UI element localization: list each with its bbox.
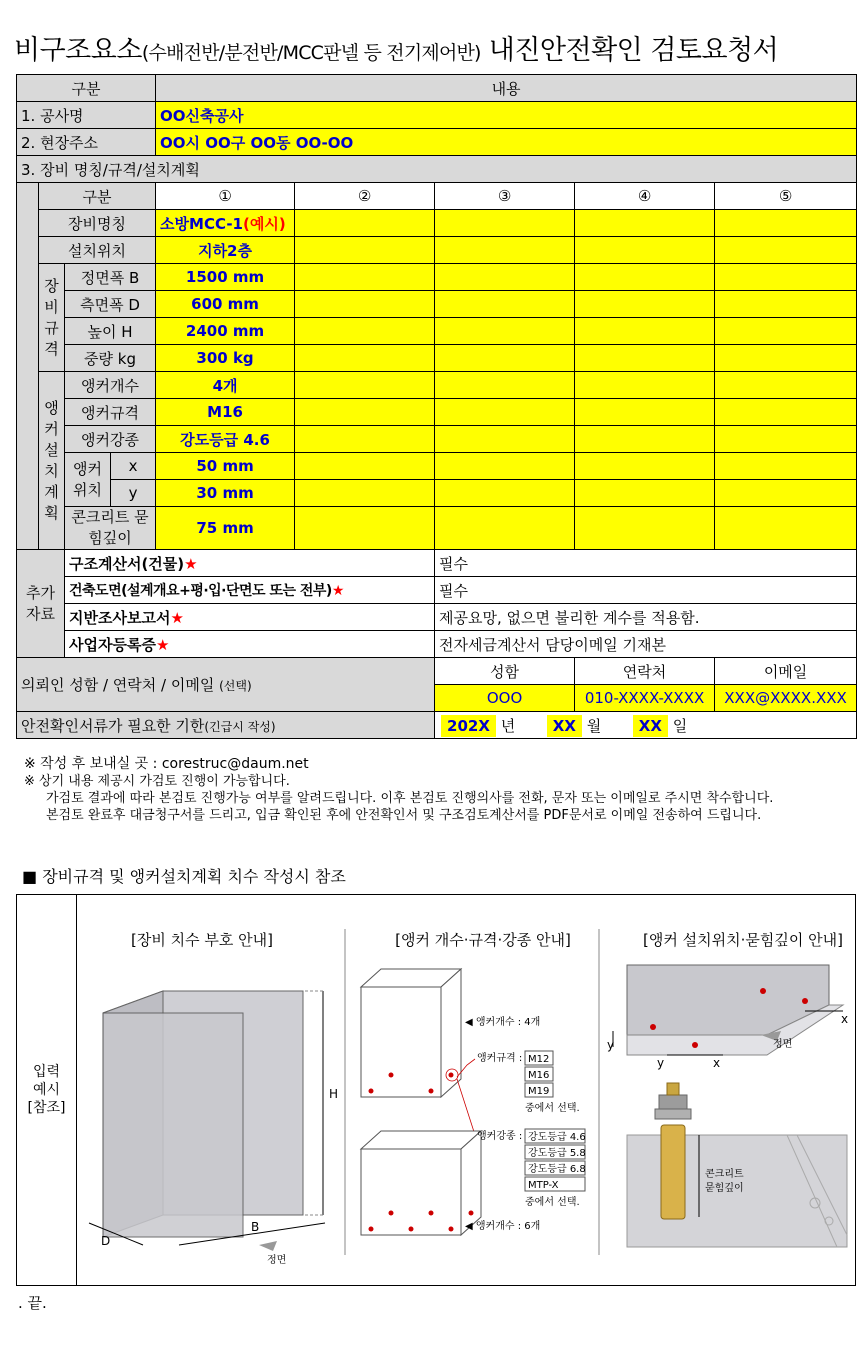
anchor-grade-field-2[interactable] <box>295 426 435 453</box>
anchor-bolt-illustration <box>627 1083 847 1247</box>
equip-location-label: 설치위치 <box>39 237 156 264</box>
anchor-spec-field-4[interactable] <box>575 399 715 426</box>
pos-y-label-1: y <box>607 1038 615 1052</box>
anchor-spec-m16: M16 <box>528 1070 550 1081</box>
anchor-grade-field-5[interactable] <box>715 426 857 453</box>
equip-location-field[interactable]: 지하2층 <box>156 237 295 264</box>
depth-label: 측면폭 D <box>65 291 156 318</box>
anchor-spec-legend: 앵커규격 : <box>477 1053 523 1064</box>
header-category: 구분 <box>17 75 156 102</box>
equip-location-field-4[interactable] <box>575 237 715 264</box>
front-arrow-icon <box>259 1241 277 1251</box>
anchor-grade-field-4[interactable] <box>575 426 715 453</box>
request-form <box>16 74 857 739</box>
width-field-4[interactable] <box>575 264 715 291</box>
equip-name-label: 장비명칭 <box>39 210 156 237</box>
equip-name-field-2[interactable] <box>295 210 435 237</box>
anchor-grade-68: 강도등급 6.8 <box>528 1164 586 1175</box>
equip-name-field-5[interactable] <box>715 210 857 237</box>
dim-b-label: B <box>251 1220 260 1234</box>
anchor-spec-label: 앵커규격 <box>65 399 156 426</box>
anchor-spec-field-5[interactable] <box>715 399 857 426</box>
embed-field[interactable]: 75 mm <box>156 507 295 550</box>
pos-x-label-1: x <box>713 1056 721 1070</box>
reference-box <box>16 894 856 1286</box>
equip-location-field-5[interactable] <box>715 237 857 264</box>
anchor-grade-choose: 중에서 선택. <box>525 1197 580 1208</box>
panel2-title: [앵커 개수·규격·강종 안내] <box>395 931 571 949</box>
embed-illus-label-1: 콘크리트 <box>705 1169 744 1180</box>
anchor-pos-label: 앵커 위치 <box>65 453 111 507</box>
requester-name-header: 성함 <box>435 658 575 685</box>
extra-row-1-value: 필수 <box>435 550 857 577</box>
equip-col-4: ④ <box>575 183 715 210</box>
weight-label: 중량 kg <box>65 345 156 372</box>
deadline-year-field[interactable]: 202X <box>441 715 496 737</box>
extra-row-1-label: 구조계산서(건물)★ <box>65 550 435 577</box>
requester-phone-header: 연락처 <box>575 658 715 685</box>
weight-field-5[interactable] <box>715 345 857 372</box>
deadline-label: 안전확인서류가 필요한 기한(긴급시 작성) <box>17 712 435 739</box>
document-end: . 끝. <box>18 1294 47 1312</box>
anchor-spec-choose: 중에서 선택. <box>525 1103 580 1114</box>
anchor-count-field-2[interactable] <box>295 372 435 399</box>
anchor-grade-46: 강도등급 4.6 <box>528 1132 586 1143</box>
deadline-day-field[interactable]: XX <box>633 715 668 737</box>
anchor-count-top-label: ◀ 앵커개수 : 4개 <box>465 1017 541 1028</box>
anchor-spec-m12: M12 <box>528 1054 550 1065</box>
document-title: 비구조요소(수배전반/분전반/MCC판넬 등 전기제어반) 내진안전확인 검토요청서 <box>14 35 779 66</box>
note-pre-review: ※ 상기 내용 제공시 가검토 진행이 가능합니다. <box>24 774 290 789</box>
note-send-to: ※ 작성 후 보내실 곳 : corestruc@daum.net <box>24 756 309 772</box>
panel1-title: [장비 치수 부호 안내] <box>131 931 273 949</box>
equip-name-field-3[interactable] <box>435 210 575 237</box>
anchor-count-field-4[interactable] <box>575 372 715 399</box>
anchor-grade-58: 강도등급 5.8 <box>528 1148 586 1159</box>
x-field-3[interactable] <box>435 453 575 480</box>
equip-location-field-2[interactable] <box>295 237 435 264</box>
x-field-2[interactable] <box>295 453 435 480</box>
y-field-4[interactable] <box>575 480 715 507</box>
height-field-5[interactable] <box>715 318 857 345</box>
reference-heading: ■ 장비규격 및 앵커설치계획 치수 작성시 참조 <box>22 867 346 886</box>
height-field[interactable]: 2400 mm <box>156 318 295 345</box>
anchor-count-bottom-label: ◀ 앵커개수 : 6개 <box>465 1221 541 1232</box>
note-billing: 본검토 완료후 대금청구서를 드리고, 입금 확인된 후에 안전확인서 및 구조검토계산서를 PDF문서로 이메일 전송하여 드립니다. <box>46 808 762 823</box>
dim-h-label: H <box>329 1087 339 1101</box>
embed-field-5[interactable] <box>715 507 857 550</box>
extra-row-2-label: 건축도면(설계개요+평·입·단면도 또는 전부)★ <box>65 577 435 604</box>
deadline-day-unit: 일 <box>672 716 688 735</box>
equip-col-1: ① <box>156 183 295 210</box>
depth-field-2[interactable] <box>295 291 435 318</box>
equip-col-3: ③ <box>435 183 575 210</box>
y-field-5[interactable] <box>715 480 857 507</box>
width-field-2[interactable] <box>295 264 435 291</box>
reference-illustration <box>77 895 855 1285</box>
y-field[interactable]: 30 mm <box>156 480 295 507</box>
pos-y-label-2: y <box>657 1056 665 1070</box>
anchor-grade-field[interactable]: 강도등급 4.6 <box>156 426 295 453</box>
extra-row-3-value: 제공요망, 없으면 불리한 계수를 적용함. <box>435 604 857 631</box>
anchor-grade-legend: 앵커강종 : <box>477 1131 523 1142</box>
width-field-3[interactable] <box>435 264 575 291</box>
equip-header-category: 구분 <box>39 183 156 210</box>
height-label: 높이 H <box>65 318 156 345</box>
equip-name-field[interactable]: 소방MCC-1(예시) <box>156 210 295 237</box>
anchor-group-label: 앵 커 설 치 계 획 <box>39 372 65 550</box>
project-label: 1. 공사명 <box>17 102 156 129</box>
embed-field-2[interactable] <box>295 507 435 550</box>
height-field-2[interactable] <box>295 318 435 345</box>
depth-field-3[interactable] <box>435 291 575 318</box>
extra-row-2-value: 필수 <box>435 577 857 604</box>
weight-field-3[interactable] <box>435 345 575 372</box>
deadline-month-field[interactable]: XX <box>547 715 582 737</box>
address-label: 2. 현장주소 <box>17 129 156 156</box>
notes <box>24 756 773 824</box>
requester-phone-field[interactable]: 010-XXXX-XXXX <box>575 685 715 712</box>
anchor-spec-field-2[interactable] <box>295 399 435 426</box>
extra-row-3-label: 지반조사보고서★ <box>65 604 435 631</box>
project-name-field[interactable]: OO신축공사 <box>156 102 857 129</box>
anchor-box-top <box>361 969 461 1097</box>
height-field-3[interactable] <box>435 318 575 345</box>
weight-field[interactable]: 300 kg <box>156 345 295 372</box>
anchor-count-label: 앵커개수 <box>65 372 156 399</box>
deadline-month-unit: 월 <box>586 716 602 735</box>
pos-x-label-2: x <box>841 1012 849 1026</box>
width-field[interactable]: 1500 mm <box>156 264 295 291</box>
weight-field-2[interactable] <box>295 345 435 372</box>
front-label-2: 정면 <box>773 1039 793 1050</box>
spec-group-label: 장 비 규 격 <box>39 264 65 372</box>
y-field-3[interactable] <box>435 480 575 507</box>
address-field[interactable]: OO시 OO구 OO동 OO-OO <box>156 129 857 156</box>
extra-group-label: 추가 자료 <box>17 550 65 658</box>
form-table <box>16 74 857 739</box>
anchor-position-illustration <box>613 965 843 1055</box>
note-review-process: 가검토 결과에 따라 본검토 진행가능 여부를 알려드립니다. 이후 본검토 진행의사를 전화, 문자 또는 이메일로 주시면 착수합니다. <box>46 791 774 806</box>
front-label-1: 정면 <box>267 1255 287 1266</box>
depth-field-5[interactable] <box>715 291 857 318</box>
anchor-grade-mtpx: MTP-X <box>528 1180 559 1191</box>
requester-label: 의뢰인 성함 / 연락처 / 이메일 (선택) <box>17 658 435 712</box>
cabinet-illustration <box>89 991 325 1245</box>
depth-field[interactable]: 600 mm <box>156 291 295 318</box>
equip-col-5: ⑤ <box>715 183 857 210</box>
embed-label: 콘크리트 묻힘깊이 <box>65 507 156 550</box>
deadline-year-unit: 년 <box>500 716 516 735</box>
extra-row-4-value: 전자세금계산서 담당이메일 기재본 <box>435 631 857 658</box>
anchor-spec-field[interactable]: M16 <box>156 399 295 426</box>
x-field-4[interactable] <box>575 453 715 480</box>
width-label: 정면폭 B <box>65 264 156 291</box>
weight-field-4[interactable] <box>575 345 715 372</box>
requester-email-field[interactable]: XXX@XXXX.XXX <box>715 685 857 712</box>
panel3-title: [앵커 설치위치·묻힘깊이 안내] <box>643 931 843 949</box>
equip-location-field-3[interactable] <box>435 237 575 264</box>
equip-name-field-4[interactable] <box>575 210 715 237</box>
y-field-2[interactable] <box>295 480 435 507</box>
dim-d-label: D <box>101 1234 111 1248</box>
anchor-grade-field-3[interactable] <box>435 426 575 453</box>
y-label: y <box>111 480 156 507</box>
extra-row-4-label: 사업자등록증★ <box>65 631 435 658</box>
x-field-5[interactable] <box>715 453 857 480</box>
anchor-grade-label: 앵커강종 <box>65 426 156 453</box>
requester-email-header: 이메일 <box>715 658 857 685</box>
requester-name-field[interactable]: OOO <box>435 685 575 712</box>
anchor-count-field[interactable]: 4개 <box>156 372 295 399</box>
equipment-indent <box>17 183 39 550</box>
embed-field-3[interactable] <box>435 507 575 550</box>
deadline-fields <box>435 712 857 739</box>
anchor-count-field-3[interactable] <box>435 372 575 399</box>
anchor-spec-field-3[interactable] <box>435 399 575 426</box>
anchor-box-bottom <box>361 1131 481 1235</box>
width-field-5[interactable] <box>715 264 857 291</box>
anchor-count-field-5[interactable] <box>715 372 857 399</box>
x-field[interactable]: 50 mm <box>156 453 295 480</box>
embed-field-4[interactable] <box>575 507 715 550</box>
equip-col-2: ② <box>295 183 435 210</box>
height-field-4[interactable] <box>575 318 715 345</box>
x-label: x <box>111 453 156 480</box>
header-content: 내용 <box>156 75 857 102</box>
reference-left-label: 입력 예시 [참조] <box>17 895 77 1285</box>
equipment-section-label: 3. 장비 명칭/규격/설치계획 <box>17 156 857 183</box>
depth-field-4[interactable] <box>575 291 715 318</box>
anchor-spec-m19: M19 <box>528 1086 550 1097</box>
embed-illus-label-2: 묻힘깊이 <box>705 1183 744 1194</box>
